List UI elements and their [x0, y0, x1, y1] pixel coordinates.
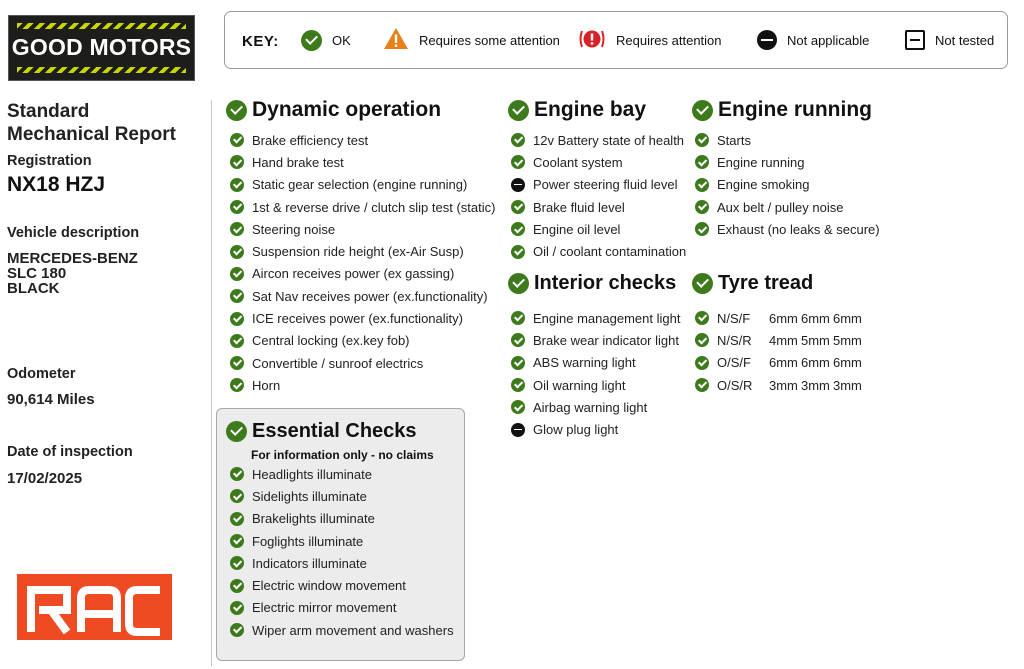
tyre-tread-table [695, 307, 865, 396]
item-label: Engine smoking [717, 177, 810, 193]
list-item [230, 218, 495, 240]
key-item-some-attention [383, 27, 560, 53]
vehicle-description-label: Vehicle description [7, 225, 140, 241]
item-label: Static gear selection (engine running) [252, 177, 468, 193]
list-item [230, 240, 495, 262]
key-label: Not tested [935, 32, 995, 48]
item-label: Glow plug light [533, 422, 619, 438]
section-title-text: Essential Checks [252, 420, 417, 442]
vehicle-model: SLC 180 [7, 265, 67, 282]
list-item [511, 174, 686, 196]
tyre-tread-title [692, 272, 813, 295]
check-icon [230, 601, 244, 615]
check-icon [692, 100, 713, 121]
item-label: Oil warning light [533, 377, 626, 393]
check-icon [230, 623, 244, 637]
item-label: 1st & reverse drive / clutch slip test (static) [252, 199, 496, 215]
odometer-value: 90,614 Miles [7, 391, 95, 408]
tyre-reading: 3mm [769, 377, 798, 393]
tyre-row [695, 307, 865, 329]
list-item [511, 151, 686, 173]
item-label: Electric window movement [252, 578, 406, 594]
check-icon [226, 421, 247, 442]
tyre-row [695, 374, 865, 396]
not-applicable-icon [757, 30, 777, 50]
key-label: Requires some attention [419, 32, 560, 48]
check-icon [695, 133, 709, 147]
key-label: OK [332, 32, 351, 48]
ok-check-icon [301, 30, 322, 51]
section-title-text: Engine bay [534, 98, 647, 121]
tyre-reading: 3mm [833, 377, 862, 393]
inspection-date-label: Date of inspection [7, 444, 133, 460]
check-icon [511, 222, 525, 236]
list-item [230, 129, 495, 151]
check-icon [230, 245, 244, 259]
item-label: Sat Nav receives power (ex.functionality) [252, 288, 488, 304]
check-icon [511, 378, 525, 392]
tyre-reading: 4mm [769, 332, 798, 348]
check-icon [230, 200, 244, 214]
key-item-not-tested [905, 27, 994, 53]
engine-bay-list [511, 129, 686, 263]
check-icon [695, 333, 709, 347]
item-label: Engine oil level [533, 221, 621, 237]
interior-checks-list [511, 307, 680, 441]
list-item [511, 196, 686, 218]
item-label: Aircon receives power (ex gassing) [252, 266, 455, 282]
key-label: Not applicable [787, 32, 870, 48]
tyre-row [695, 352, 865, 374]
check-icon [695, 222, 709, 236]
check-icon [511, 311, 525, 325]
check-icon [511, 133, 525, 147]
list-item [230, 552, 454, 574]
check-icon [230, 489, 244, 503]
list-item [230, 530, 454, 552]
dynamic-operation-list [230, 129, 495, 397]
item-label: Foglights illuminate [252, 533, 364, 549]
list-item [511, 329, 680, 351]
item-label: Brake efficiency test [252, 132, 369, 148]
tyre-position: N/S/F [717, 310, 751, 326]
not-applicable-icon [511, 423, 525, 437]
item-label: Horn [252, 377, 281, 393]
item-label: Exhaust (no leaks & secure) [717, 221, 880, 237]
item-label: Wiper arm movement and washers [252, 622, 454, 638]
not-tested-icon [905, 30, 925, 50]
item-label: Brake fluid level [533, 199, 625, 215]
check-icon [508, 100, 529, 121]
check-icon [511, 200, 525, 214]
item-label: Starts [717, 132, 751, 148]
essential-checks-subtitle: For information only - no claims [251, 448, 434, 462]
list-item [230, 374, 495, 396]
section-title-text: Interior checks [534, 272, 677, 294]
check-icon [511, 155, 525, 169]
key-label: Requires attention [616, 32, 722, 48]
engine-running-title [692, 98, 872, 122]
check-icon [230, 155, 244, 169]
check-icon [695, 356, 709, 370]
report-title-line1: Standard [7, 101, 90, 122]
key-item-not-applicable [757, 27, 869, 53]
registration-label: Registration [7, 153, 92, 169]
warning-triangle-icon [383, 27, 409, 53]
check-icon [695, 155, 709, 169]
interior-checks-title [508, 272, 676, 295]
check-icon [230, 312, 244, 326]
check-icon [230, 534, 244, 548]
check-icon [695, 378, 709, 392]
check-icon [230, 356, 244, 370]
logo-stripe-bottom [17, 67, 186, 73]
list-item [230, 330, 495, 352]
list-item [230, 151, 495, 173]
section-title-text: Tyre tread [718, 272, 814, 294]
check-icon [230, 467, 244, 481]
check-icon [230, 289, 244, 303]
registration-value: NX18 HZJ [7, 173, 106, 196]
alert-icon [578, 28, 606, 53]
item-label: Hand brake test [252, 154, 344, 170]
item-label: Power steering fluid level [533, 177, 678, 193]
check-icon [230, 378, 244, 392]
tyre-reading: 6mm [833, 355, 862, 371]
list-item [511, 352, 680, 374]
key-item-ok [301, 27, 351, 53]
dynamic-operation-title [226, 98, 441, 122]
good-motors-logo [8, 15, 195, 81]
tyre-reading: 6mm [801, 310, 830, 326]
odometer-label: Odometer [7, 366, 76, 382]
list-item [511, 396, 680, 418]
item-label: Oil / coolant contamination [533, 244, 687, 260]
list-item [695, 129, 880, 151]
item-label: Brakelights illuminate [252, 511, 375, 527]
list-item [230, 463, 454, 485]
item-label: Airbag warning light [533, 399, 648, 415]
list-item [511, 374, 680, 396]
check-icon [692, 273, 713, 294]
list-item [695, 196, 880, 218]
list-item [511, 129, 686, 151]
list-item [230, 196, 495, 218]
item-label: Central locking (ex.key fob) [252, 333, 410, 349]
engine-running-list [695, 129, 880, 240]
list-item [230, 574, 454, 596]
section-title-text: Dynamic operation [252, 98, 442, 121]
list-item [230, 619, 454, 641]
check-icon [511, 245, 525, 259]
section-title-text: Engine running [718, 98, 872, 121]
item-label: Engine management light [533, 310, 681, 326]
item-label: Indicators illuminate [252, 555, 367, 571]
list-item [511, 307, 680, 329]
vehicle-make: MERCEDES-BENZ [7, 250, 138, 267]
check-icon [508, 273, 529, 294]
tyre-reading: 6mm [833, 310, 862, 326]
key-title: KEY: [242, 33, 279, 50]
engine-bay-title [508, 98, 646, 122]
list-item [230, 307, 495, 329]
logo-stripe-top [17, 23, 186, 29]
check-icon [230, 556, 244, 570]
list-item [230, 352, 495, 374]
list-item [230, 285, 495, 307]
check-icon [695, 178, 709, 192]
rac-logo [17, 574, 172, 640]
check-icon [511, 333, 525, 347]
list-item [230, 263, 495, 285]
list-item [230, 485, 454, 507]
list-item [695, 151, 880, 173]
item-label: Brake wear indicator light [533, 332, 679, 348]
item-label: Convertible / sunroof electrics [252, 355, 424, 371]
not-applicable-icon [511, 178, 525, 192]
logo-text: GOOD MOTORS [11, 34, 192, 60]
check-icon [511, 400, 525, 414]
check-icon [226, 100, 247, 121]
check-icon [511, 356, 525, 370]
list-item [230, 174, 495, 196]
item-label: Steering noise [252, 221, 336, 237]
item-label: Electric mirror movement [252, 600, 397, 616]
key-item-attention [578, 27, 722, 53]
inspection-date-value: 17/02/2025 [7, 470, 83, 487]
tyre-reading: 6mm [801, 355, 830, 371]
list-item [695, 174, 880, 196]
list-item [511, 418, 680, 440]
item-label: Engine running [717, 154, 805, 170]
tyre-reading: 5mm [833, 332, 862, 348]
tyre-row [695, 329, 865, 351]
check-icon [695, 200, 709, 214]
item-label: Sidelights illuminate [252, 488, 367, 504]
status-key [224, 11, 1008, 69]
list-item [511, 218, 686, 240]
vehicle-colour: BLACK [7, 280, 60, 297]
tyre-position: N/S/R [717, 332, 752, 348]
list-item [511, 240, 686, 262]
list-item [695, 218, 880, 240]
item-label: ICE receives power (ex.functionality) [252, 311, 463, 327]
report-title-line2: Mechanical Report [7, 124, 176, 145]
check-icon [230, 133, 244, 147]
item-label: Aux belt / pulley noise [717, 199, 844, 215]
check-icon [230, 512, 244, 526]
item-label: Headlights illuminate [252, 466, 372, 482]
tyre-reading: 5mm [801, 332, 830, 348]
list-item [230, 508, 454, 530]
item-label: 12v Battery state of health [533, 132, 685, 148]
tyre-position: O/S/F [717, 355, 751, 371]
item-label: Suspension ride height (ex-Air Susp) [252, 244, 464, 260]
tyre-reading: 6mm [769, 355, 798, 371]
tyre-position: O/S/R [717, 377, 753, 393]
check-icon [230, 334, 244, 348]
column-divider [211, 100, 212, 666]
list-item [230, 597, 454, 619]
tyre-reading: 6mm [769, 310, 798, 326]
check-icon [230, 579, 244, 593]
check-icon [230, 267, 244, 281]
check-icon [230, 178, 244, 192]
item-label: Coolant system [533, 154, 623, 170]
item-label: ABS warning light [533, 355, 636, 371]
check-icon [230, 222, 244, 236]
essential-checks-list [230, 463, 454, 641]
check-icon [695, 311, 709, 325]
tyre-reading: 3mm [801, 377, 830, 393]
essential-checks-title [226, 420, 417, 443]
